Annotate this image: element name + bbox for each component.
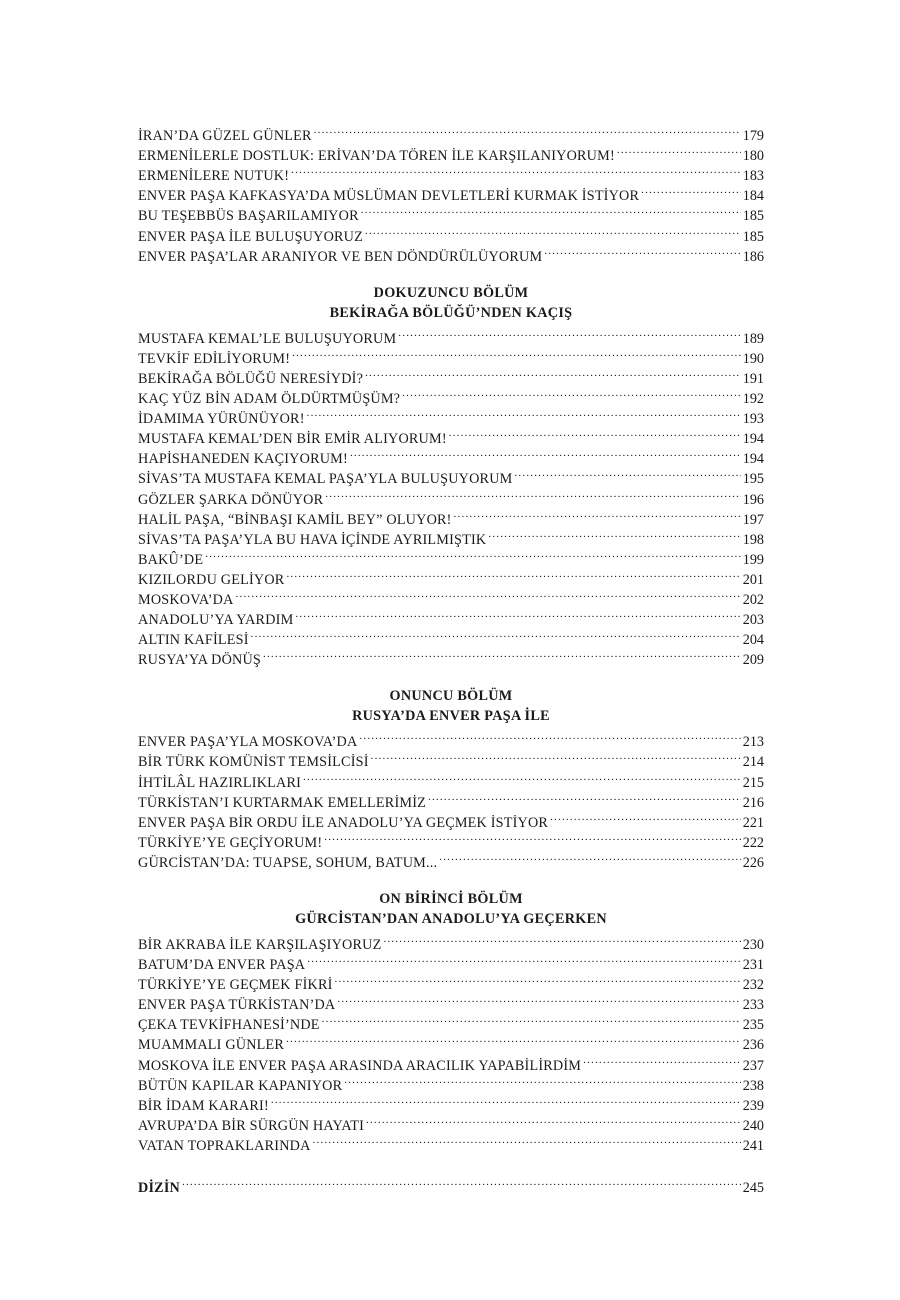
toc-leader-dots — [365, 363, 741, 383]
chapter-subheading: GÜRCİSTAN’DAN ANADOLU’YA GEÇERKEN — [295, 910, 607, 927]
toc-entry-title: GÜRCİSTAN’DA: TUAPSE, SOHUM, BATUM... — [138, 854, 438, 871]
toc-intro-section — [138, 120, 764, 265]
toc-entry-title: ÇEKA TEVKİFHANESİ’NDE — [138, 1017, 320, 1034]
toc-entry-page: 194 — [742, 431, 764, 448]
table-of-contents — [138, 120, 764, 1197]
toc-entry-title: ALTIN KAFİLESİ — [138, 632, 249, 649]
toc-entry-title: DİZİN — [138, 1180, 180, 1197]
toc-leader-dots — [286, 564, 740, 584]
toc-entry-title: ENVER PAŞA’YLA MOSKOVA’DA — [138, 734, 358, 751]
toc-leader-dots — [205, 544, 740, 564]
toc-leader-dots — [366, 1110, 741, 1130]
toc-leader-dots — [322, 1009, 741, 1029]
toc-entry-title: BEKİRAĞA BÖLÜĞÜ NERESİYDİ? — [138, 370, 364, 387]
toc-entry-title: TÜRKİYE’YE GEÇMEK FİKRİ — [138, 977, 333, 994]
toc-entry[interactable] — [138, 929, 764, 953]
toc-entry-title: ENVER PAŞA KAFKASYA’DA MÜSLÜMAN DEVLETLERİ KURMAK İSTİYOR — [138, 188, 640, 205]
toc-entry-title: KAÇ YÜZ BİN ADAM ÖLDÜRTMÜŞÜM? — [138, 391, 401, 408]
toc-leader-dots — [402, 383, 741, 403]
toc-entry-page: 216 — [742, 794, 764, 811]
toc-entry[interactable] — [138, 564, 764, 588]
toc-entry-title: ANADOLU’YA YARDIM — [138, 612, 294, 629]
toc-entry-title: AVRUPA’DA BİR SÜRGÜN HAYATI — [138, 1117, 365, 1134]
toc-entry-page: 190 — [742, 350, 764, 367]
toc-leader-dots — [263, 644, 741, 664]
toc-leader-dots — [428, 787, 741, 807]
toc-entry-page: 195 — [742, 471, 764, 488]
toc-entry-title: MOSKOVA İLE ENVER PAŞA ARASINDA ARACILIK YAPABİLİRDİM — [138, 1057, 582, 1074]
toc-entry-page: 237 — [742, 1057, 764, 1074]
toc-entry-page: 238 — [742, 1077, 764, 1094]
toc-entry-page: 191 — [742, 370, 764, 387]
chapter-heading: ONUNCU BÖLÜM — [389, 688, 513, 705]
toc-entry-title: HALİL PAŞA, “BİNBAŞI KAMİL BEY” OLUYOR! — [138, 511, 452, 528]
toc-chapter-block — [138, 889, 764, 1154]
toc-leader-dots — [454, 504, 741, 524]
toc-entry-page: 185 — [742, 208, 764, 225]
toc-entry-page: 215 — [742, 774, 764, 791]
toc-leader-dots — [359, 726, 740, 746]
toc-leader-dots — [641, 180, 741, 200]
toc-leader-dots — [295, 604, 740, 624]
toc-leader-dots — [291, 160, 741, 180]
toc-chapters — [138, 283, 764, 1154]
toc-leader-dots — [182, 1172, 741, 1192]
toc-leader-dots — [236, 584, 741, 604]
toc-entry-page: 213 — [742, 734, 764, 751]
toc-entry-title: RUSYA’YA DÖNÜŞ — [138, 652, 262, 669]
chapter-subheading: BEKİRAĞA BÖLÜĞÜ’NDEN KAÇIŞ — [329, 304, 573, 321]
toc-leader-dots — [335, 969, 741, 989]
toc-entry[interactable] — [138, 726, 764, 751]
toc-leader-dots — [325, 483, 740, 503]
toc-entry-title: ENVER PAŞA’LAR ARANIYOR VE BEN DÖNDÜRÜLÜYORUM — [138, 248, 543, 265]
toc-entry-title: BİR TÜRK KOMÜNİST TEMSİLCİSİ — [138, 754, 369, 771]
toc-entry-title: MUSTAFA KEMAL’DEN BİR EMİR ALIYORUM! — [138, 431, 447, 448]
toc-entry-page: 180 — [742, 148, 764, 165]
toc-entry-title: BU TEŞEBBÜS BAŞARILAMIYOR — [138, 208, 359, 225]
toc-entry-title: ENVER PAŞA İLE BULUŞUYORUZ — [138, 228, 363, 245]
toc-entry-title: GÖZLER ŞARKA DÖNÜYOR — [138, 491, 324, 508]
toc-entry-title: MUSTAFA KEMAL’LE BULUŞUYORUM — [138, 330, 397, 347]
toc-entry-page: 198 — [742, 531, 764, 548]
toc-leader-dots — [617, 140, 741, 160]
toc-entry-page: 241 — [742, 1137, 764, 1154]
toc-leader-dots — [286, 1029, 741, 1049]
toc-entry-page: 222 — [742, 834, 764, 851]
toc-leader-dots — [303, 766, 741, 786]
toc-entry-page: 226 — [742, 854, 764, 871]
toc-entry-title: ENVER PAŞA TÜRKİSTAN’DA — [138, 997, 336, 1014]
toc-leader-dots — [398, 323, 740, 343]
toc-leader-dots — [439, 847, 740, 867]
chapter-heading: ON BİRİNCİ BÖLÜM — [379, 890, 523, 907]
toc-entry-title: ERMENİLERE NUTUK! — [138, 168, 290, 185]
toc-entry-title: BİR İDAM KARARI! — [138, 1097, 269, 1114]
toc-entry-page: 230 — [742, 937, 764, 953]
toc-entry[interactable] — [138, 544, 764, 568]
toc-leader-dots — [365, 220, 741, 240]
toc-chapter-block — [138, 686, 764, 871]
toc-entry-page: 194 — [742, 451, 764, 468]
toc-entry-page: 193 — [742, 411, 764, 428]
toc-leader-dots — [350, 443, 741, 463]
toc-entry-title: İRAN’DA GÜZEL GÜNLER — [138, 128, 312, 145]
toc-leader-dots — [324, 827, 740, 847]
toc-leader-dots — [361, 200, 741, 220]
toc-leader-dots — [371, 746, 741, 766]
toc-leader-dots — [271, 1090, 741, 1110]
toc-entry-title: BİR AKRABA İLE KARŞILAŞIYORUZ — [138, 937, 382, 953]
toc-entry-page: 209 — [742, 652, 764, 669]
toc-entry-index[interactable] — [138, 1172, 764, 1197]
toc-leader-dots — [314, 120, 741, 140]
toc-entry-title: BATUM’DA ENVER PAŞA — [138, 957, 306, 974]
toc-entry-title: MOSKOVA’DA — [138, 591, 234, 608]
toc-entry-page: 232 — [742, 977, 764, 994]
toc-entry-title: ENVER PAŞA BİR ORDU İLE ANADOLU’YA GEÇMEK İSTİYOR — [138, 814, 549, 831]
toc-leader-dots — [488, 524, 740, 544]
toc-entry-page: 196 — [742, 491, 764, 508]
chapter-subheading: RUSYA’DA ENVER PAŞA İLE — [352, 708, 550, 725]
toc-entry-page: 231 — [742, 957, 764, 974]
toc-entry-page: 189 — [742, 330, 764, 347]
toc-entry-page: 239 — [742, 1097, 764, 1114]
toc-leader-dots — [383, 929, 740, 949]
toc-entry-title: İDAMIMA YÜRÜNÜYOR! — [138, 411, 305, 428]
toc-leader-dots — [313, 1130, 741, 1150]
toc-entry-page: 204 — [742, 632, 764, 649]
toc-entry-title: BÜTÜN KAPILAR KAPANIYOR — [138, 1077, 343, 1094]
toc-entry-page: 233 — [742, 997, 764, 1014]
toc-entry-title: HAPİSHANEDEN KAÇIYORUM! — [138, 451, 348, 468]
toc-entry-title: SİVAS’TA PAŞA’YLA BU HAVA İÇİNDE AYRILMIŞTIK — [138, 531, 487, 548]
toc-entry-page: 183 — [742, 168, 764, 185]
toc-entry-page: 179 — [742, 128, 764, 145]
toc-entry-title: VATAN TOPRAKLARINDA — [138, 1137, 311, 1154]
toc-entry-page: 221 — [742, 814, 764, 831]
toc-entry[interactable] — [138, 323, 764, 347]
toc-entry-title: KIZILORDU GELİYOR — [138, 571, 285, 588]
toc-entry-page: 236 — [742, 1037, 764, 1054]
toc-entry-page: 186 — [742, 248, 764, 265]
toc-chapter-block — [138, 283, 764, 669]
toc-entry-page: 240 — [742, 1117, 764, 1134]
toc-entry-page: 214 — [742, 754, 764, 771]
toc-entry-page: 235 — [742, 1017, 764, 1034]
toc-entry-page: 201 — [742, 571, 764, 588]
toc-entry-title: TEVKİF EDİLİYORUM! — [138, 350, 291, 367]
toc-entry-page: 203 — [742, 612, 764, 629]
toc-leader-dots — [292, 343, 741, 363]
toc-entry-page: 184 — [742, 188, 764, 205]
toc-leader-dots — [344, 1070, 740, 1090]
toc-entry-title: ERMENİLERLE DOSTLUK: ERİVAN’DA TÖREN İLE KARŞILANIYORUM! — [138, 148, 615, 165]
toc-leader-dots — [550, 807, 741, 827]
toc-entry-page: 202 — [742, 591, 764, 608]
toc-leader-dots — [514, 463, 740, 483]
toc-leader-dots — [337, 989, 740, 1009]
toc-entry-title: SİVAS’TA MUSTAFA KEMAL PAŞA’YLA BULUŞUYORUM — [138, 471, 513, 488]
toc-entry-title: İHTİLÂL HAZIRLIKLARI — [138, 774, 302, 791]
toc-entry-page: 192 — [742, 391, 764, 408]
toc-index-section — [138, 1172, 764, 1197]
toc-leader-dots — [544, 241, 740, 261]
toc-leader-dots — [251, 624, 741, 644]
toc-leader-dots — [583, 1049, 741, 1069]
toc-entry-title: MUAMMALI GÜNLER — [138, 1037, 285, 1054]
toc-entry-page: 245 — [742, 1180, 764, 1197]
toc-entry-title: TÜRKİYE’YE GEÇİYORUM! — [138, 834, 323, 851]
toc-leader-dots — [307, 403, 741, 423]
chapter-heading: DOKUZUNCU BÖLÜM — [373, 284, 529, 301]
toc-leader-dots — [449, 423, 741, 443]
toc-entry[interactable] — [138, 120, 764, 145]
toc-leader-dots — [307, 949, 740, 969]
toc-entry-page: 199 — [742, 551, 764, 568]
toc-entry-title: BAKÛ’DE — [138, 551, 204, 568]
toc-entry-title: TÜRKİSTAN’I KURTARMAK EMELLERİMİZ — [138, 794, 426, 811]
toc-entry-page: 197 — [742, 511, 764, 528]
toc-entry-page: 185 — [742, 228, 764, 245]
